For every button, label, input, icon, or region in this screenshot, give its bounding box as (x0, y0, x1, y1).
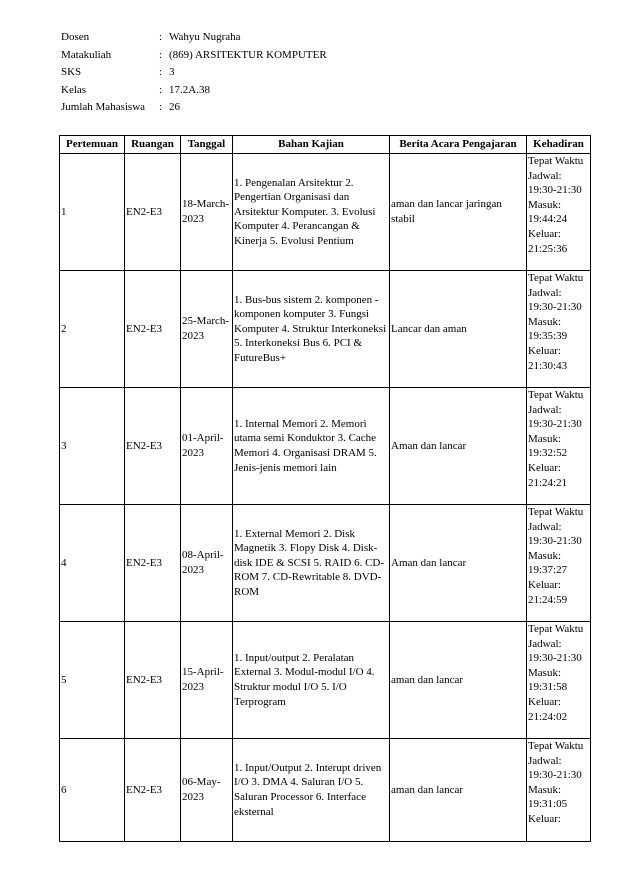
cell-pertemuan: 4 (60, 505, 125, 622)
info-label: Kelas (61, 83, 87, 96)
cell-tanggal: 18-March-2023 (181, 154, 233, 271)
info-separator: : (159, 83, 163, 96)
attendance-table (59, 135, 591, 842)
info-separator: : (159, 66, 163, 79)
cell-pertemuan: 3 (60, 388, 125, 505)
info-separator: : (159, 48, 163, 61)
cell-ruangan: EN2-E3 (125, 388, 181, 505)
header-tanggal: Tanggal (181, 136, 233, 154)
cell-berita-acara: Aman dan lancar (390, 505, 527, 622)
table-row (60, 505, 591, 622)
cell-tanggal: 25-March-2023 (181, 271, 233, 388)
table-row (60, 154, 591, 271)
table-row (60, 622, 591, 739)
info-row-dosen (61, 29, 327, 47)
cell-tanggal: 08-April-2023 (181, 505, 233, 622)
kehadiran-text: Tepat Waktu Jadwal: 19:30-21:30 Masuk: 19:37:27 Keluar: 21:24:59 (528, 506, 584, 606)
cell-ruangan: EN2-E3 (125, 271, 181, 388)
header-berita-acara: Berita Acara Pengajaran (390, 136, 527, 154)
cell-berita-acara: aman dan lancar (390, 739, 527, 842)
info-row-kelas (61, 82, 327, 100)
cell-kehadiran (527, 622, 591, 739)
cell-tanggal: 15-April-2023 (181, 622, 233, 739)
cell-bahan-kajian: 1. External Memori 2. Disk Magnetik 3. Flopy Disk 4. Disk-disk IDE & SCSI 5. RAID 6. CD-ROM 7. CD-Rewritable 8. DVD-ROM (233, 505, 390, 622)
info-label: SKS (61, 66, 82, 79)
cell-pertemuan: 1 (60, 154, 125, 271)
table-row (60, 388, 591, 505)
cell-berita-acara: aman dan lancar jaringan stabil (390, 154, 527, 271)
cell-bahan-kajian: 1. Input/output 2. Peralatan External 3. Modul-modul I/O 4. Struktur modul I/O 5. I/O Terprogram (233, 622, 390, 739)
cell-tanggal: 01-April-2023 (181, 388, 233, 505)
table-row (60, 739, 591, 842)
cell-kehadiran (527, 271, 591, 388)
cell-bahan-kajian: 1. Input/Output 2. Interupt driven I/O 3. DMA 4. Saluran I/O 5. Saluran Processor 6. Interface eksternal (233, 739, 390, 842)
cell-ruangan: EN2-E3 (125, 505, 181, 622)
kehadiran-text: Tepat Waktu Jadwal: 19:30-21:30 Masuk: 19:32:52 Keluar: 21:24:21 (528, 389, 584, 489)
cell-ruangan: EN2-E3 (125, 622, 181, 739)
cell-ruangan: EN2-E3 (125, 739, 181, 842)
table-row (60, 271, 591, 388)
cell-pertemuan: 2 (60, 271, 125, 388)
cell-bahan-kajian: 1. Internal Memori 2. Memori utama semi Konduktor 3. Cache Memori 4. Organisasi DRAM 5. Jenis-jenis memori lain (233, 388, 390, 505)
info-label: Dosen (61, 31, 90, 44)
info-label: Matakuliah (61, 48, 112, 61)
header-ruangan: Ruangan (125, 136, 181, 154)
cell-kehadiran (527, 505, 591, 622)
cell-kehadiran (527, 388, 591, 505)
cell-bahan-kajian: 1. Pengenalan Arsitektur 2. Pengertian Organisasi dan Arsitektur Komputer. 3. Evolusi Komputer 4. Perancangan & Kinerja 5. Evolusi Pentium (233, 154, 390, 271)
kehadiran-text: Tepat Waktu Jadwal: 19:30-21:30 Masuk: 19:31:58 Keluar: 21:24:02 (528, 623, 584, 723)
cell-berita-acara: aman dan lancar (390, 622, 527, 739)
header-pertemuan: Pertemuan (60, 136, 125, 154)
info-row-jumlah-mahasiswa (61, 99, 327, 117)
info-value: Wahyu Nugraha (169, 31, 241, 44)
info-row-matakuliah (61, 47, 327, 65)
header-kehadiran: Kehadiran (527, 136, 591, 154)
cell-ruangan: EN2-E3 (125, 154, 181, 271)
cell-kehadiran (527, 739, 591, 842)
info-separator: : (159, 31, 163, 44)
kehadiran-text: Tepat Waktu Jadwal: 19:30-21:30 Masuk: 19:44:24 Keluar: 21:25:36 (528, 155, 584, 255)
info-value: (869) ARSITEKTUR KOMPUTER (169, 48, 327, 61)
cell-kehadiran (527, 154, 591, 271)
kehadiran-text: Tepat Waktu Jadwal: 19:30-21:30 Masuk: 19:35:39 Keluar: 21:30:43 (528, 272, 584, 372)
info-value: 3 (169, 66, 175, 79)
cell-pertemuan: 5 (60, 622, 125, 739)
cell-bahan-kajian: 1. Bus-bus sistem 2. komponen - komponen komputer 3. Fungsi Komputer 4. Struktur Interkoneksi 5. Interkoneksi Bus 6. PCI & FutureBus+ (233, 271, 390, 388)
table-header-row (60, 136, 591, 154)
course-info (61, 29, 327, 117)
info-row-sks (61, 64, 327, 82)
cell-tanggal: 06-May-2023 (181, 739, 233, 842)
info-value: 26 (169, 101, 180, 114)
cell-berita-acara: Aman dan lancar (390, 388, 527, 505)
info-value: 17.2A.38 (169, 83, 210, 96)
kehadiran-text: Tepat Waktu Jadwal: 19:30-21:30 Masuk: 19:31:05 Keluar: (528, 740, 584, 825)
info-separator: : (159, 101, 163, 114)
info-label: Jumlah Mahasiswa (61, 101, 146, 114)
header-bahan-kajian: Bahan Kajian (233, 136, 390, 154)
cell-pertemuan: 6 (60, 739, 125, 842)
cell-berita-acara: Lancar dan aman (390, 271, 527, 388)
